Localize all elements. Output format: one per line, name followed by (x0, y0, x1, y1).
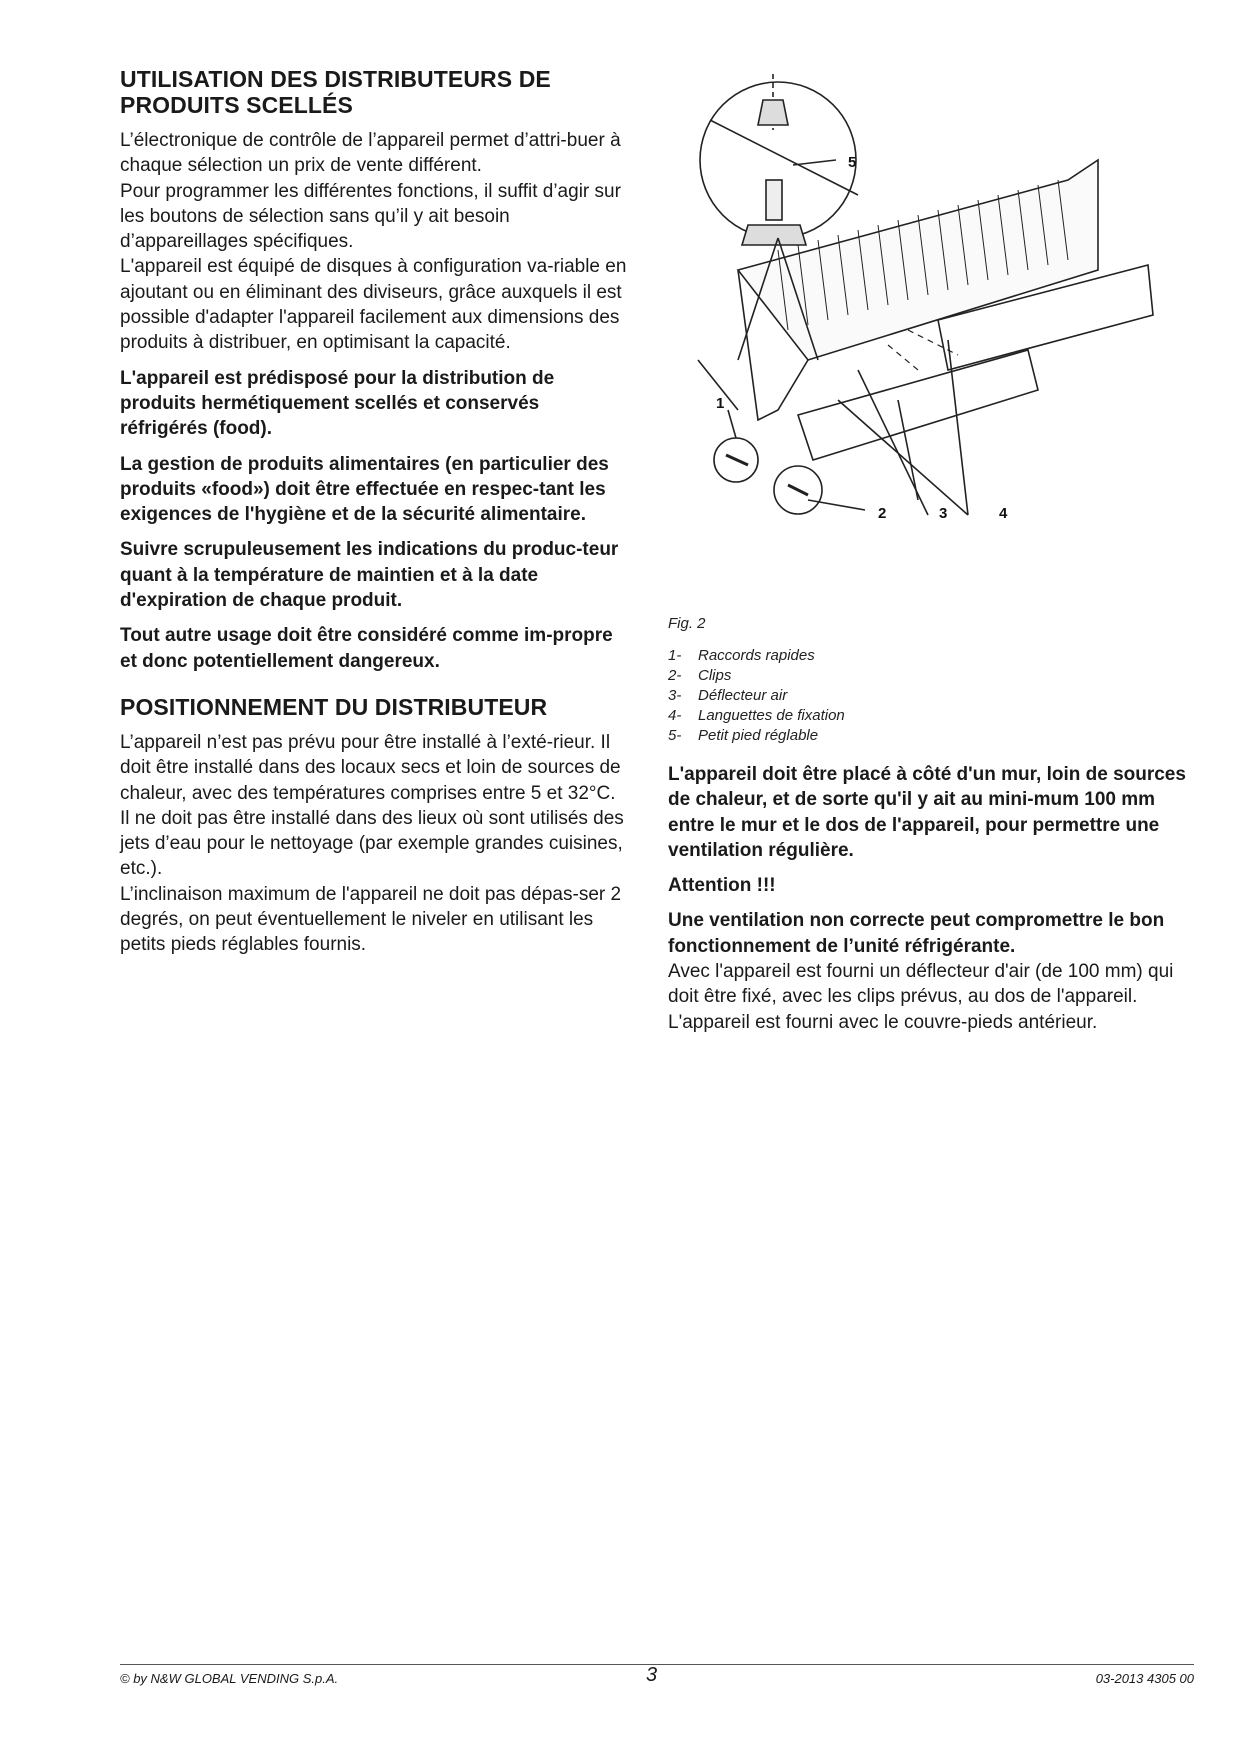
paragraph-foot-cover: L'appareil est fourni avec le couvre-pieds antérieur. (668, 1011, 1098, 1033)
right-column (668, 70, 1188, 1035)
figure-caption: Fig. 2 (668, 615, 706, 632)
legend-item: 5- Petit pied réglable (668, 727, 819, 744)
attention-label: Attention !!! (668, 875, 776, 897)
callout-4: 4 (999, 505, 1008, 522)
paragraph-inclination: L’inclinaison maximum de l'appareil ne doit pas dépas-ser 2 degrés, on peut éventuellement le niveler en utilisant les petits pieds réglables fournis. (120, 883, 622, 956)
callout-1: 1 (716, 395, 725, 412)
notice-hygiene: La gestion de produits alimentaires (en particulier des produits «food») doit être effectuée en respec-tant les exigences de l'hygiène et de la sécurité alimentaire. (120, 453, 609, 526)
paragraph-air-deflector: Avec l'appareil est fourni un déflecteur d'air (de 100 mm) qui doit être fixé, avec les clips prévus, au dos de l'appareil. (668, 961, 1174, 1008)
appliance-rear-illustration (668, 70, 1188, 540)
left-column (120, 66, 632, 958)
notice-improper-use: Tout autre usage doit être considéré comme im-propre et donc potentiellement dangereux. (120, 625, 613, 672)
section-heading-sealed-products: UTILISATION DES DISTRIBUTEURS DE PRODUITS SCELLÉS (120, 66, 551, 118)
legend-item: 4- Languettes de fixation (668, 707, 845, 724)
paragraph-installation-location: L’appareil n’est pas prévu pour être installé à l’exté-rieur. Il doit être installé dans des locaux secs et loin de sources de chaleur, avec des températures comprises entre 5 et 32°C. (120, 731, 621, 804)
section-heading-positioning: POSITIONNEMENT DU DISTRIBUTEUR (120, 693, 548, 720)
paragraph-electronics: L’électronique de contrôle de l’appareil permet d’attri-buer à chaque sélection un prix de vente différent. (120, 130, 621, 177)
callout-3: 3 (939, 505, 948, 522)
notice-ventilation: Une ventilation non correcte peut compromettre le bon fonctionnement de l’unité réfrigérante. (668, 910, 1165, 957)
legend-item: 2- Clips (668, 667, 732, 684)
notice-producer-indications: Suivre scrupuleusement les indications du produc-teur quant à la température de maintien et à la date d'expiration de chaque produit. (120, 539, 619, 612)
callout-5: 5 (848, 154, 857, 171)
paragraph-programming: Pour programmer les différentes fonctions, il suffit d’agir sur les boutons de sélection sans qu’il y ait besoin d’appareillages spécifiques. (120, 180, 621, 253)
figure-legend (668, 646, 1188, 746)
notice-wall-distance: L'appareil doit être placé à côté d'un mur, loin de sources de chaleur, et de sorte qu'il y ait au mini-mum 100 mm entre le mur et le dos de l'appareil, pour permettre une ventilation régulière. (668, 764, 1186, 861)
paragraph-disks: L'appareil est équipé de disques à configuration va-riable en ajoutant ou en éliminant des diviseurs, grâce auxquels il est possible d'adapter l'appareil facilement aux dimensions des produits à distribuer, en optimisant la capacité. (120, 256, 627, 354)
notice-food-distribution: L'appareil est prédisposé pour la distribution de produits hermétiquement scellés et conservés réfrigérés (food). (120, 367, 555, 440)
legend-item: 1- Raccords rapides (668, 647, 815, 664)
figure-2-diagram (668, 70, 1188, 540)
paragraph-water-jets: Il ne doit pas être installé dans des lieux où sont utilisés des jets d’eau pour le nettoyage (par exemple grandes cuisines, etc.). (120, 807, 624, 880)
footer-copyright: © by N&W GLOBAL VENDING S.p.A. (120, 1671, 339, 1686)
callout-2: 2 (878, 505, 887, 522)
page-number: 3 (646, 1664, 658, 1686)
document-code: 03-2013 4305 00 (1095, 1671, 1194, 1686)
legend-item: 3- Déflecteur air (668, 687, 788, 704)
